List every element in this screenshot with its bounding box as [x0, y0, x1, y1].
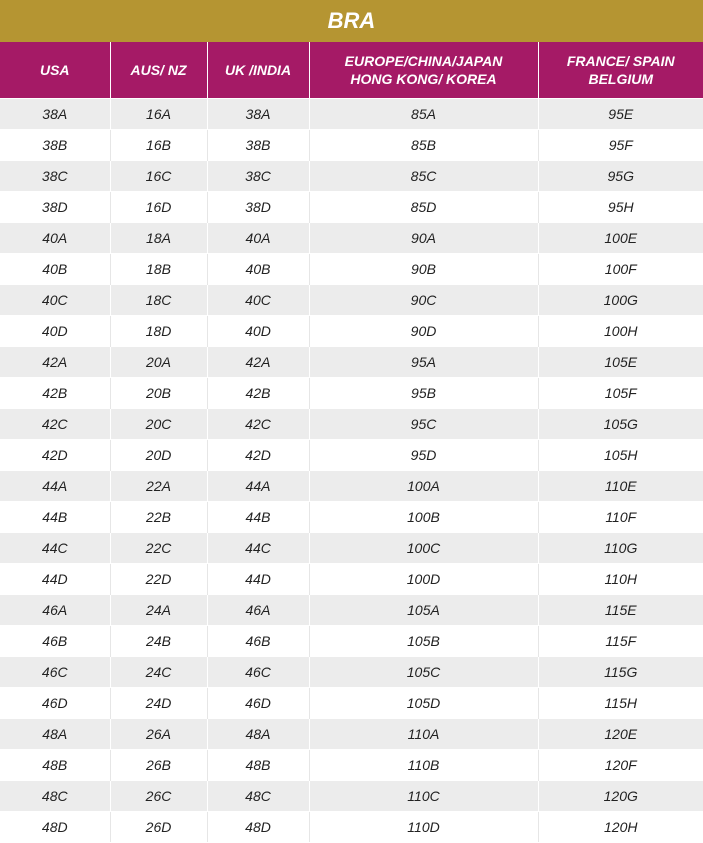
cell-uk-india: 40D: [207, 316, 309, 347]
cell-europe-asia: 90B: [309, 254, 538, 285]
cell-europe-asia: 110B: [309, 750, 538, 781]
table-row: [0, 688, 703, 719]
header-aus-nz: AUS/ NZ: [110, 42, 207, 99]
cell-france-spain-belgium: 120H: [538, 812, 703, 843]
cell-france-spain-belgium: 110E: [538, 471, 703, 502]
table-row: [0, 316, 703, 347]
table-row: [0, 192, 703, 223]
cell-uk-india: 46D: [207, 688, 309, 719]
cell-france-spain-belgium: 95E: [538, 99, 703, 130]
cell-europe-asia: 95B: [309, 378, 538, 409]
cell-aus-nz: 24B: [110, 626, 207, 657]
table-row: [0, 409, 703, 440]
header-usa: USA: [0, 42, 110, 99]
cell-uk-india: 48A: [207, 719, 309, 750]
cell-france-spain-belgium: 110G: [538, 533, 703, 564]
cell-aus-nz: 16B: [110, 130, 207, 161]
cell-aus-nz: 16A: [110, 99, 207, 130]
cell-europe-asia: 95D: [309, 440, 538, 471]
table-row: [0, 130, 703, 161]
cell-europe-asia: 110A: [309, 719, 538, 750]
header-row: [0, 42, 703, 99]
cell-usa: 38D: [0, 192, 110, 223]
cell-aus-nz: 22A: [110, 471, 207, 502]
cell-france-spain-belgium: 95G: [538, 161, 703, 192]
cell-europe-asia: 105D: [309, 688, 538, 719]
cell-uk-india: 44B: [207, 502, 309, 533]
table-row: [0, 626, 703, 657]
cell-europe-asia: 100D: [309, 564, 538, 595]
cell-aus-nz: 16C: [110, 161, 207, 192]
cell-france-spain-belgium: 115E: [538, 595, 703, 626]
cell-usa: 42C: [0, 409, 110, 440]
cell-europe-asia: 110C: [309, 781, 538, 812]
cell-france-spain-belgium: 105H: [538, 440, 703, 471]
cell-uk-india: 42D: [207, 440, 309, 471]
cell-france-spain-belgium: 105G: [538, 409, 703, 440]
cell-europe-asia: 100A: [309, 471, 538, 502]
table-row: [0, 595, 703, 626]
cell-uk-india: 42C: [207, 409, 309, 440]
header-france-spain-belgium: FRANCE/ SPAIN BELGIUM: [538, 42, 703, 99]
table-row: [0, 657, 703, 688]
table-row: [0, 254, 703, 285]
cell-usa: 38B: [0, 130, 110, 161]
cell-aus-nz: 26D: [110, 812, 207, 843]
cell-france-spain-belgium: 95F: [538, 130, 703, 161]
cell-europe-asia: 100B: [309, 502, 538, 533]
size-table: [0, 42, 703, 842]
cell-aus-nz: 22C: [110, 533, 207, 564]
cell-france-spain-belgium: 105E: [538, 347, 703, 378]
cell-aus-nz: 16D: [110, 192, 207, 223]
cell-europe-asia: 110D: [309, 812, 538, 843]
cell-aus-nz: 18D: [110, 316, 207, 347]
cell-france-spain-belgium: 120G: [538, 781, 703, 812]
cell-france-spain-belgium: 100E: [538, 223, 703, 254]
table-row: [0, 502, 703, 533]
cell-france-spain-belgium: 115G: [538, 657, 703, 688]
cell-europe-asia: 105B: [309, 626, 538, 657]
cell-europe-asia: 85A: [309, 99, 538, 130]
cell-uk-india: 42A: [207, 347, 309, 378]
cell-europe-asia: 85D: [309, 192, 538, 223]
table-row: [0, 223, 703, 254]
cell-usa: 46D: [0, 688, 110, 719]
table-row: [0, 378, 703, 409]
cell-usa: 42A: [0, 347, 110, 378]
table-row: [0, 440, 703, 471]
cell-france-spain-belgium: 115F: [538, 626, 703, 657]
cell-usa: 48A: [0, 719, 110, 750]
cell-aus-nz: 20D: [110, 440, 207, 471]
cell-aus-nz: 26C: [110, 781, 207, 812]
cell-aus-nz: 24C: [110, 657, 207, 688]
cell-usa: 40C: [0, 285, 110, 316]
cell-uk-india: 38D: [207, 192, 309, 223]
cell-usa: 44B: [0, 502, 110, 533]
cell-europe-asia: 95A: [309, 347, 538, 378]
cell-usa: 46A: [0, 595, 110, 626]
cell-europe-asia: 85B: [309, 130, 538, 161]
cell-aus-nz: 18B: [110, 254, 207, 285]
cell-aus-nz: 24D: [110, 688, 207, 719]
cell-aus-nz: 26A: [110, 719, 207, 750]
cell-france-spain-belgium: 100H: [538, 316, 703, 347]
table-row: [0, 471, 703, 502]
cell-usa: 40D: [0, 316, 110, 347]
cell-usa: 48D: [0, 812, 110, 843]
cell-europe-asia: 100C: [309, 533, 538, 564]
cell-uk-india: 48B: [207, 750, 309, 781]
table-row: [0, 750, 703, 781]
cell-france-spain-belgium: 115H: [538, 688, 703, 719]
cell-aus-nz: 20B: [110, 378, 207, 409]
cell-uk-india: 40C: [207, 285, 309, 316]
cell-usa: 38C: [0, 161, 110, 192]
cell-usa: 40B: [0, 254, 110, 285]
cell-uk-india: 46A: [207, 595, 309, 626]
cell-uk-india: 38B: [207, 130, 309, 161]
cell-uk-india: 46B: [207, 626, 309, 657]
cell-france-spain-belgium: 120F: [538, 750, 703, 781]
cell-aus-nz: 26B: [110, 750, 207, 781]
cell-aus-nz: 22D: [110, 564, 207, 595]
cell-europe-asia: 105A: [309, 595, 538, 626]
cell-usa: 40A: [0, 223, 110, 254]
cell-uk-india: 38C: [207, 161, 309, 192]
cell-usa: 46B: [0, 626, 110, 657]
cell-europe-asia: 85C: [309, 161, 538, 192]
cell-europe-asia: 105C: [309, 657, 538, 688]
chart-title: BRA: [0, 0, 703, 42]
cell-aus-nz: 20C: [110, 409, 207, 440]
cell-europe-asia: 90A: [309, 223, 538, 254]
cell-france-spain-belgium: 110H: [538, 564, 703, 595]
header-uk-india: UK /INDIA: [207, 42, 309, 99]
cell-aus-nz: 24A: [110, 595, 207, 626]
table-row: [0, 533, 703, 564]
cell-uk-india: 40A: [207, 223, 309, 254]
header-europe-asia: EUROPE/CHINA/JAPAN HONG KONG/ KOREA: [309, 42, 538, 99]
cell-usa: 42D: [0, 440, 110, 471]
cell-aus-nz: 20A: [110, 347, 207, 378]
cell-uk-india: 38A: [207, 99, 309, 130]
cell-uk-india: 44A: [207, 471, 309, 502]
cell-aus-nz: 18C: [110, 285, 207, 316]
cell-france-spain-belgium: 95H: [538, 192, 703, 223]
cell-uk-india: 48C: [207, 781, 309, 812]
cell-uk-india: 40B: [207, 254, 309, 285]
cell-usa: 48B: [0, 750, 110, 781]
cell-usa: 44A: [0, 471, 110, 502]
cell-usa: 38A: [0, 99, 110, 130]
table-row: [0, 781, 703, 812]
cell-aus-nz: 18A: [110, 223, 207, 254]
cell-usa: 44C: [0, 533, 110, 564]
cell-uk-india: 46C: [207, 657, 309, 688]
table-row: [0, 719, 703, 750]
table-row: [0, 99, 703, 130]
table-row: [0, 161, 703, 192]
cell-europe-asia: 90C: [309, 285, 538, 316]
cell-france-spain-belgium: 100G: [538, 285, 703, 316]
cell-usa: 42B: [0, 378, 110, 409]
cell-uk-india: 48D: [207, 812, 309, 843]
table-body: [0, 99, 703, 843]
cell-europe-asia: 95C: [309, 409, 538, 440]
table-row: [0, 564, 703, 595]
cell-europe-asia: 90D: [309, 316, 538, 347]
cell-france-spain-belgium: 105F: [538, 378, 703, 409]
cell-france-spain-belgium: 100F: [538, 254, 703, 285]
table-row: [0, 285, 703, 316]
table-row: [0, 347, 703, 378]
cell-france-spain-belgium: 110F: [538, 502, 703, 533]
table-row: [0, 812, 703, 843]
cell-usa: 46C: [0, 657, 110, 688]
cell-usa: 48C: [0, 781, 110, 812]
cell-france-spain-belgium: 120E: [538, 719, 703, 750]
cell-aus-nz: 22B: [110, 502, 207, 533]
cell-uk-india: 44C: [207, 533, 309, 564]
cell-uk-india: 42B: [207, 378, 309, 409]
cell-usa: 44D: [0, 564, 110, 595]
cell-uk-india: 44D: [207, 564, 309, 595]
